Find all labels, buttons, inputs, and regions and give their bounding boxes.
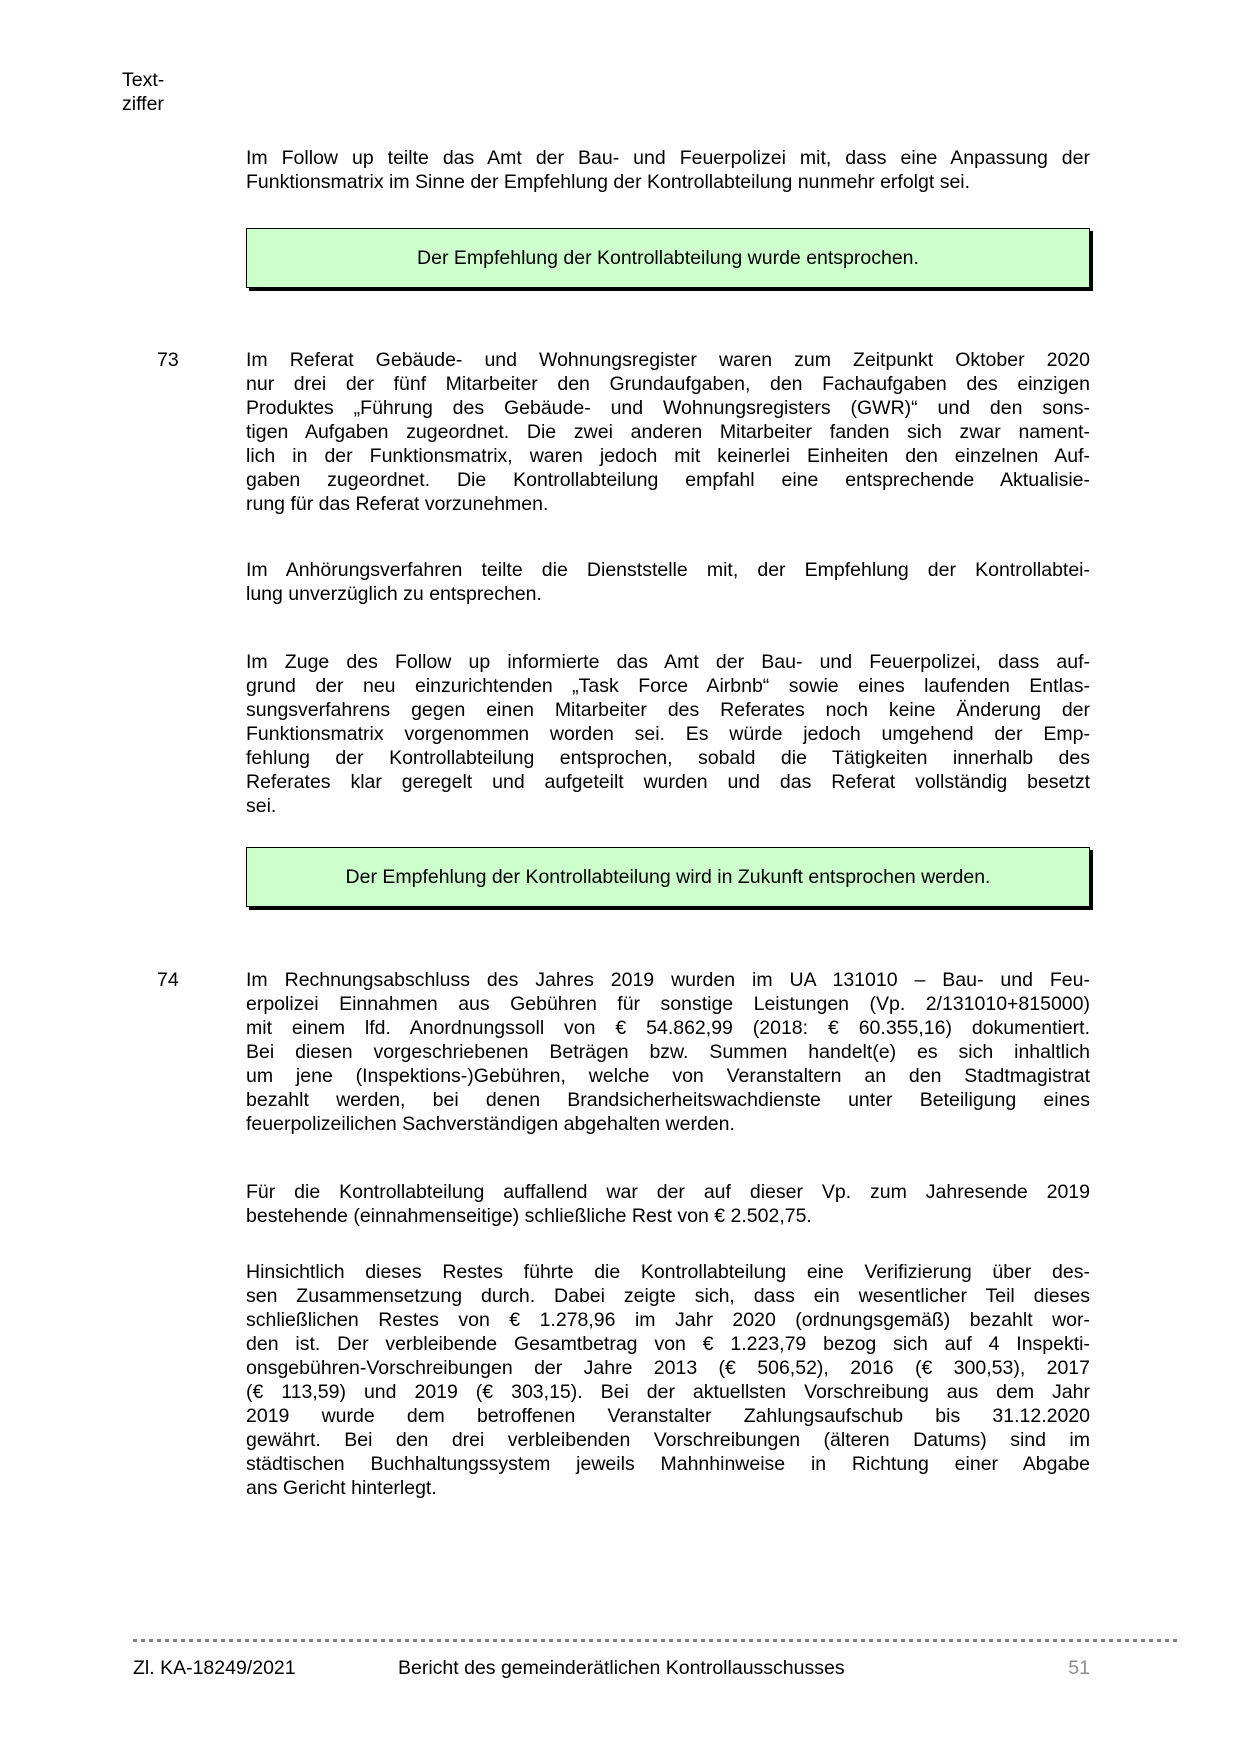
footer-reference-number: Zl. KA-18249/2021: [133, 1657, 296, 1679]
text-line: schließlichen Restes von € 1.278,96 im Jahr 2020 (ordnungsgemäß) bezahlt wor-: [246, 1309, 1090, 1331]
text-line: Im Zuge des Follow up informierte das Amt der Bau- und Feuerpolizei, dass auf-: [246, 651, 1090, 673]
text-line: mit einem lfd. Anordnungssoll von € 54.862,99 (2018: € 60.355,16) dokumentiert.: [246, 1017, 1090, 1039]
margin-label-textziffer: [122, 68, 232, 116]
text-line: Hinsichtlich dieses Restes führte die Kontrollabteilung eine Verifizierung über des-: [246, 1261, 1090, 1283]
text-line: Im Rechnungsabschluss des Jahres 2019 wurden im UA 131010 – Bau- und Feu-: [246, 969, 1090, 991]
text-line: Text-: [122, 69, 165, 91]
paragraph-number-74: 74: [157, 969, 179, 991]
text-line: Produktes „Führung des Gebäude- und Wohnungsregisters (GWR)“ und den sons-: [246, 397, 1090, 419]
text-line: erpolizei Einnahmen aus Gebühren für sonstige Leistungen (Vp. 2/131010+815000): [246, 993, 1090, 1015]
paragraph-74-main: [246, 968, 1090, 1136]
text-line: Im Follow up teilte das Amt der Bau- und Feuerpolizei mit, dass eine Anpassung der: [246, 147, 1090, 169]
footer-report-title: Bericht des gemeinderätlichen Kontrollausschusses: [398, 1657, 845, 1679]
recommendation-box-1-text: Der Empfehlung der Kontrollabteilung wurde entsprochen.: [417, 247, 919, 269]
paragraph-74-verifizierung: [246, 1260, 1090, 1500]
text-line: onsgebühren-Vorschreibungen der Jahre 2013 (€ 506,52), 2016 (€ 300,53), 2017: [246, 1357, 1090, 1379]
text-line: grund der neu einzurichtenden „Task Force Airbnb“ sowie eines laufenden Entlas-: [246, 675, 1090, 697]
text-line: gaben zugeordnet. Die Kontrollabteilung empfahl eine entsprechende Aktualisie-: [246, 469, 1090, 491]
text-line: um jene (Inspektions-)Gebühren, welche von Veranstaltern an den Stadtmagistrat: [246, 1065, 1090, 1087]
text-line: lich in der Funktionsmatrix, waren jedoch mit keinerlei Einheiten den einzelnen Auf-: [246, 445, 1090, 467]
text-line: fehlung der Kontrollabteilung entsprochen, sobald die Tätigkeiten innerhalb des: [246, 747, 1090, 769]
text-line: bestehende (einnahmenseitige) schließliche Rest von € 2.502,75.: [246, 1205, 812, 1227]
text-line: Für die Kontrollabteilung auffallend war der auf dieser Vp. zum Jahresende 2019: [246, 1181, 1090, 1203]
footer-divider: [133, 1639, 1180, 1642]
text-line: tigen Aufgaben zugeordnet. Die zwei anderen Mitarbeiter fanden sich zwar nament-: [246, 421, 1090, 443]
text-line: Funktionsmatrix im Sinne der Empfehlung der Kontrollabteilung nunmehr erfolgt sei.: [246, 171, 971, 193]
recommendation-box-2: [246, 847, 1090, 907]
text-line: lung unverzüglich zu entsprechen.: [246, 583, 542, 605]
recommendation-box-2-text: Der Empfehlung der Kontrollabteilung wird in Zukunft entsprochen werden.: [345, 866, 991, 888]
text-line: Funktionsmatrix vorgenommen worden sei. Es würde jedoch umgehend der Emp-: [246, 723, 1090, 745]
text-line: bezahlt werden, bei denen Brandsicherheitswachdienste unter Beteiligung eines: [246, 1089, 1090, 1111]
text-line: städtischen Buchhaltungssystem jeweils Mahnhinweise in Richtung einer Abgabe: [246, 1453, 1090, 1475]
paragraph-intro-followup: [246, 146, 1090, 194]
text-line: nur drei der fünf Mitarbeiter den Grundaufgaben, den Fachaufgaben des einzigen: [246, 373, 1090, 395]
paragraph-73-main: [246, 348, 1090, 516]
paragraph-74-rest: [246, 1180, 1090, 1228]
text-line: rung für das Referat vorzunehmen.: [246, 493, 549, 515]
text-line: gewährt. Bei den drei verbleibenden Vorschreibungen (älteren Datums) sind im: [246, 1429, 1090, 1451]
paragraph-73-anhoerung: [246, 558, 1090, 606]
text-line: 2019 wurde dem betroffenen Veranstalter Zahlungsaufschub bis 31.12.2020: [246, 1405, 1090, 1427]
footer-page-number: 51: [1068, 1657, 1090, 1679]
text-line: (€ 113,59) und 2019 (€ 303,15). Bei der aktuellsten Vorschreibung aus dem Jahr: [246, 1381, 1090, 1403]
recommendation-box-1: [246, 228, 1090, 288]
text-line: Referates klar geregelt und aufgeteilt wurden und das Referat vollständig besetzt: [246, 771, 1090, 793]
text-line: sungsverfahrens gegen einen Mitarbeiter des Referates noch keine Änderung der: [246, 699, 1090, 721]
paragraph-number-73: 73: [157, 349, 179, 371]
footer: [133, 1656, 1090, 1680]
text-line: Im Referat Gebäude- und Wohnungsregister waren zum Zeitpunkt Oktober 2020: [246, 349, 1090, 371]
text-line: sen Zusammensetzung durch. Dabei zeigte sich, dass ein wesentlicher Teil dieses: [246, 1285, 1090, 1307]
text-line: feuerpolizeilichen Sachverständigen abgehalten werden.: [246, 1113, 735, 1135]
paragraph-73-followup: [246, 650, 1090, 818]
text-line: den ist. Der verbleibende Gesamtbetrag von € 1.223,79 bezog sich auf 4 Inspekti-: [246, 1333, 1090, 1355]
text-line: Im Anhörungsverfahren teilte die Dienststelle mit, der Empfehlung der Kontrollabtei-: [246, 559, 1090, 581]
text-line: ziffer: [122, 93, 164, 115]
text-line: ans Gericht hinterlegt.: [246, 1477, 437, 1499]
text-line: sei.: [246, 795, 277, 817]
text-line: Bei diesen vorgeschriebenen Beträgen bzw. Summen handelt(e) es sich inhaltlich: [246, 1041, 1090, 1063]
